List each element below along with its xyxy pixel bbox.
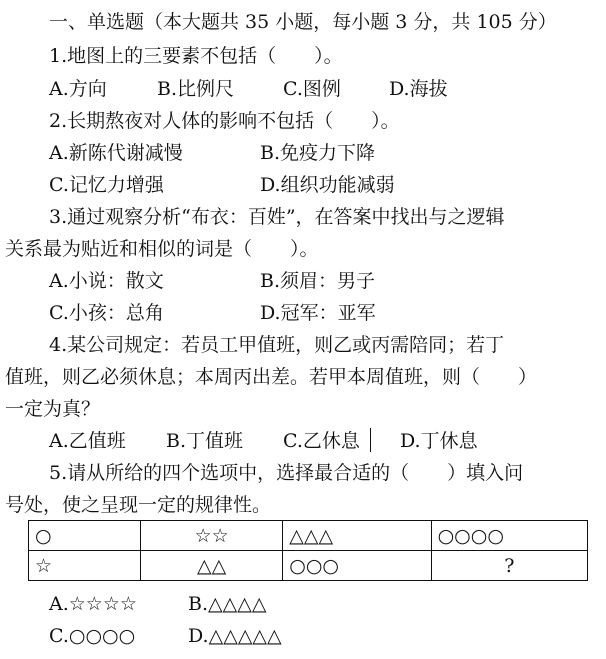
question-3-option-d[interactable]: D.冠军：亚军 (260, 302, 376, 324)
pattern-cell: ☆ (29, 551, 141, 581)
question-2-stem: 2.长期熬夜对人体的影响不包括（ ）。 (49, 110, 400, 132)
question-5-option-b[interactable]: B.△△△△ (188, 593, 267, 615)
text-cursor (370, 428, 371, 452)
question-4-stem-line-2: 值班，则乙必须休息；本周丙出差。若甲本周值班，则（ ） (5, 366, 538, 388)
question-1-stem: 1.地图上的三要素不包括（ ）。 (49, 45, 343, 67)
question-4-option-a[interactable]: A.乙值班 (49, 430, 126, 452)
question-1-option-b[interactable]: B.比例尺 (157, 78, 235, 100)
question-1-option-c[interactable]: C.图例 (283, 78, 341, 100)
question-3-stem-line-1: 3.通过观察分析“布衣：百姓”，在答案中找出与之逻辑 (49, 206, 505, 228)
question-4-stem-line-1: 4.某公司规定：若员工甲值班，则乙或丙需陪同；若丁 (49, 334, 505, 356)
question-2-option-b[interactable]: B.免疫力下降 (260, 142, 376, 164)
question-2-option-a[interactable]: A.新陈代谢减慢 (49, 142, 183, 164)
pattern-table-row (29, 551, 588, 581)
question-5-option-c[interactable]: C.○○○○ (49, 625, 136, 647)
pattern-cell: ☆☆ (141, 521, 283, 551)
question-4-option-b[interactable]: B.丁值班 (166, 430, 244, 452)
pattern-cell: △△ (141, 551, 283, 581)
pattern-cell: △△△ (283, 521, 431, 551)
pattern-cell: ○○○ (283, 551, 431, 581)
question-2-option-d[interactable]: D.组织功能减弱 (260, 174, 395, 196)
question-1-option-a[interactable]: A.方向 (49, 78, 107, 100)
question-3-stem-line-2: 关系最为贴近和相似的词是（ ）。 (5, 238, 319, 260)
pattern-cell: ? (431, 551, 587, 581)
question-3-option-b[interactable]: B.须眉：男子 (260, 270, 376, 292)
section-title: 一、单选题（本大题共 35 小题，每小题 3 分，共 105 分） (49, 11, 557, 33)
question-4-stem-line-3: 一定为真？ (5, 398, 101, 420)
question-5-option-a[interactable]: A.☆☆☆☆ (49, 593, 137, 615)
pattern-table-row (29, 521, 588, 551)
pattern-table (28, 520, 588, 581)
question-2-option-c[interactable]: C.记忆力增强 (49, 174, 164, 196)
question-3-option-a[interactable]: A.小说：散文 (49, 270, 164, 292)
question-4-option-c[interactable] (283, 429, 360, 453)
question-1-option-d[interactable]: D.海拔 (389, 78, 448, 100)
pattern-cell: ○○○○ (431, 521, 587, 551)
question-4-option-c-label: C.乙休息 (283, 430, 360, 452)
question-5-stem-line-2: 号处，使之呈现一定的规律性。 (5, 494, 272, 516)
question-5-stem-line-1: 5.请从所给的四个选项中，选择最合适的（ ）填入问 (49, 462, 524, 484)
pattern-cell: ○ (29, 521, 141, 551)
question-4-option-d[interactable]: D.丁休息 (400, 430, 478, 452)
question-3-option-c[interactable]: C.小孩：总角 (49, 302, 164, 324)
question-5-option-d[interactable]: D.△△△△△ (188, 625, 282, 647)
